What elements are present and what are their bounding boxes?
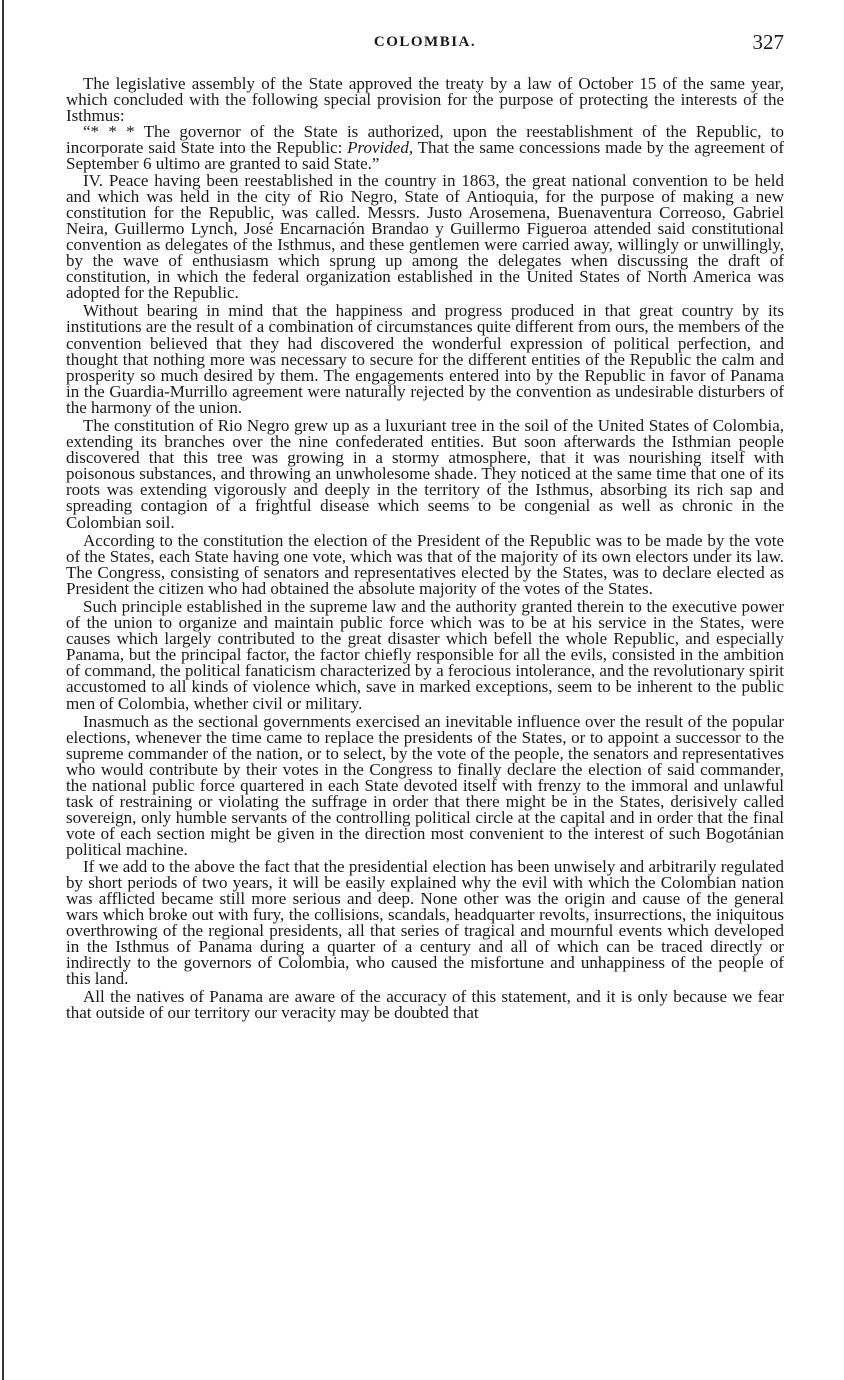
paragraph-natives: All the natives of Panama are aware of the accuracy of this statement, and it is only because we fear that outside of our territory our veracity may be doubted that [66, 987, 784, 1023]
running-head: COLOMBIA. [373, 34, 477, 50]
document-page [66, 30, 784, 1021]
paragraph-principle: Such principle established in the supreme law and the authority granted therein to the executive power of the union to organize and maintain public force which was to be at his service in the States, were causes which largely contributed to the great disaster which befell the whole Republic, and especially Panama, but the principal factor, the factor chiefly responsible for all the evils, consisted in the ambition of command, the political fanaticism characterized by a ferocious intolerance, and the revolutionary spirit accustomed to all kinds of violence which, save in marked exceptions, seem to be inherent to the public men of Colombia, whether civil or military. [66, 597, 784, 713]
quoted-provision-text-end: That the same concessions made by the agreement of September 6 ultimo are granted to said State.” [66, 138, 784, 174]
paragraph-presidential-election: If we add to the above the fact that the presidential election has been unwisely and arbitrarily regulated by short periods of two years, it will be easily explained why the evil with which the Colombian nation was afflicted became still more serious and deep. None other was the origin and cause of the general wars which broke out with fury, the collisions, scandals, headquarter revolts, insurrections, the iniquitous overthrowing of the regional presidents, all that series of tragical and mournful events which developed in the Isthmus of Panama during a quarter of a century and all of which can be traced directly or indirectly to the governors of Colombia, who caused the misfortune and unhappiness of the people of this land. [66, 856, 784, 989]
body-text [66, 76, 784, 1021]
paragraph-treaty-approval: The legislative assembly of the State approved the treaty by a law of October 15 of the same year, which concluded with the following special provision for the purpose of protecting the interests of the Isthmus: [66, 74, 784, 126]
page-header [66, 30, 784, 56]
paragraph-election: According to the constitution the election of the President of the Republic was to be made by the vote of the States, each State having one vote, which was that of the majority of its own electors under its law. The Congress, consisting of senators and representatives elected by the States, was to declare elected as President the citizen who had obtained the absolute majority of the votes of the States. [66, 530, 784, 598]
paragraph-rio-negro: The constitution of Rio Negro grew up as a luxuriant tree in the soil of the United States of Colombia, extending its branches over the nine confederated entities. But soon afterwards the Isthmian people discovered that this tree was growing in a stormy atmosphere, that it was nourishing itself with poisonous substances, and throwing an unwholesome shade. They noticed at the same time that one of its roots was extending vigorously and deeply in the territory of the Isthmus, absorbing its rich sap and spreading contagion of a frightful disease which seems to be congenial as well as chronic in the Colombian soil. [66, 415, 784, 532]
quoted-provision-text: “* * * The governor of the State is authorized, upon the reestablishment of the Republic, to incorporate said State into the Republic: [66, 122, 784, 158]
paragraph-convention: Without bearing in mind that the happiness and progress produced in that great country by its institutions are the result of a combination of circumstances quite different from ours, the members of the convention believed that they had discovered the wonderful expression of political perfection, and thought that nothing more was necessary to secure for the different entities of the Republic the calm and prosperity so much desired by them. The engagements entered into by the Republic in favor of Panama in the Guardia-Murrillo agreement were naturally rejected by the convention as undesirable disturbers of the harmony of the union. [66, 301, 784, 417]
page-number: 327 [752, 30, 784, 54]
paragraph-section-iv: IV. Peace having been reestablished in the country in 1863, the great national convention to be held and which was held in the city of Rio Negro, State of Antioquia, for the purpose of making a new constitution for the Republic, was called. Messrs. Justo Arosemena, Buenaventura Correoso, Gabriel Neira, Guillermo Lynch, José Encarnación Brandao y Guillermo Figueroa attended said constitutional convention as delegates of the Isthmus, and these gentlemen were carried away, willingly or unwillingly, by the wave of enthusiasm which sprung up among the delegates when discussing the draft of constitution, in which the federal organization established in the United States of North America was adopted for the Republic. [66, 170, 784, 303]
paragraph-quoted-provision [66, 124, 784, 172]
paragraph-sectional-governments: Inasmuch as the sectional governments exercised an inevitable influence over the result of the popular elections, whenever the time came to replace the presidents of the States, or to appoint a successor to the supreme commander of the nation, or to select, by the vote of the people, the senators and representatives who would contribute by their votes in the Congress to finally declare the election of said commander, the national public force quartered in each State devoted itself with frenzy to the immoral and unlawful task of restraining or violating the suffrage in order that there might be in the States, derisively called sovereign, only humble servants of the controlling political circle at the capital and in order that the final vote of each section might be given in the direction most convenient to the interest of such Bogotánian political machine. [66, 711, 784, 860]
quoted-provision-italic: Provided, [347, 138, 414, 158]
page-edge-line [2, 0, 4, 1380]
